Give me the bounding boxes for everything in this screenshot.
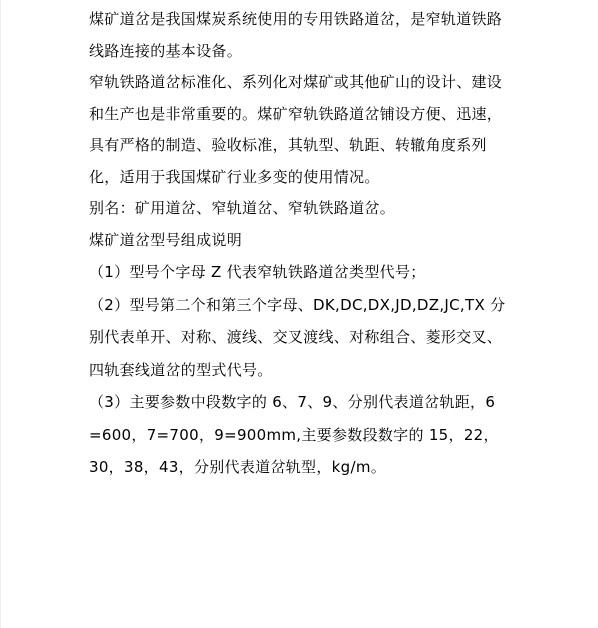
- list-item-1: （1）型号个字母 Z 代表窄轨铁路道岔类型代号；: [89, 263, 426, 281]
- list-item-3: （3）主要参数中段数字的 6、7、9、分别代表道岔轨距，6=600，7=700，9=900mm,主要参数段数字的 15，22，30，38，43，分别代表道岔轨型，kg/m。: [89, 393, 499, 476]
- paragraph-aliases: 别名：矿用道岔、窄轨道岔、窄轨铁路道岔。: [89, 199, 396, 217]
- paragraph-intro: 煤矿道岔是我国煤炭系统使用的专用铁路道岔，是窄轨道铁路线路连接的基本设备。: [89, 10, 503, 60]
- section-heading-model-description: 煤矿道岔型号组成说明: [89, 230, 243, 249]
- list-item-2: （2）型号第二个和第三个字母、DK,DC,DX,JD,DZ,JC,TX 分别代表单开、对称、渡线、交叉渡线、对称组合、菱形交叉、四轨套线道岔的型式代号。: [89, 295, 506, 379]
- document-body: [89, 4, 507, 484]
- page-edge-divider: [0, 0, 1, 628]
- paragraph-standardization: 窄轨铁路道岔标准化、系列化对煤矿或其他矿山的设计、建设和生产也是非常重要的。煤矿窄轨铁路道岔铺设方便、迅速，具有严格的制造、验收标准，其轨型、轨距、转辙角度系列化，适用于我国煤矿行业多变的使用情况。: [89, 73, 503, 186]
